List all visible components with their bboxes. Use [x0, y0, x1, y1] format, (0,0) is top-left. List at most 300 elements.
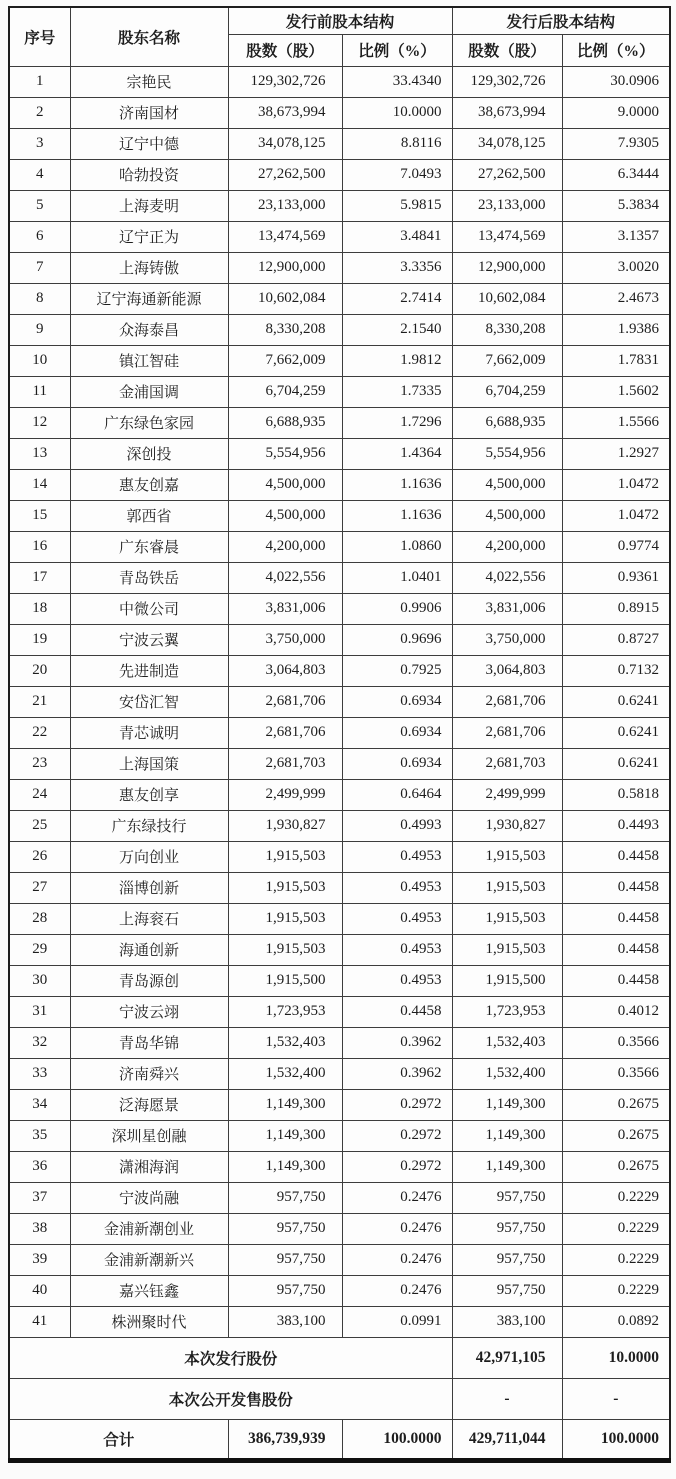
post-ratio-cell: 3.0020: [562, 252, 670, 283]
pre-shares-cell: 4,500,000: [228, 500, 342, 531]
shareholder-row: [9, 314, 670, 345]
row-index-cell: 35: [9, 1120, 70, 1151]
shareholder-name-cell: 嘉兴钰鑫: [70, 1275, 228, 1306]
row-index-cell: 2: [9, 97, 70, 128]
post-ratio-cell: 7.9305: [562, 128, 670, 159]
shareholder-name-cell: 广东睿晨: [70, 531, 228, 562]
post-ratio-cell: 1.0472: [562, 469, 670, 500]
pre-shares-cell: 957,750: [228, 1182, 342, 1213]
row-index-cell: 11: [9, 376, 70, 407]
post-shares-cell: 23,133,000: [452, 190, 562, 221]
pre-ratio-cell: 0.2476: [342, 1213, 452, 1244]
pre-ratio-cell: 0.2476: [342, 1182, 452, 1213]
post-ratio-cell: 0.8915: [562, 593, 670, 624]
pre-ratio-cell: 10.0000: [342, 97, 452, 128]
post-shares-cell: 4,500,000: [452, 469, 562, 500]
total-row: [9, 1419, 670, 1460]
row-index-cell: 39: [9, 1244, 70, 1275]
header-shareholder-name: 股东名称: [70, 7, 228, 66]
pre-shares-cell: 957,750: [228, 1275, 342, 1306]
pre-shares-cell: 38,673,994: [228, 97, 342, 128]
row-index-cell: 28: [9, 903, 70, 934]
shareholder-name-cell: 哈勃投资: [70, 159, 228, 190]
pre-ratio-cell: 0.6934: [342, 686, 452, 717]
shareholder-row: [9, 159, 670, 190]
shareholder-name-cell: 金浦新潮新兴: [70, 1244, 228, 1275]
pre-ratio-cell: 0.4953: [342, 872, 452, 903]
shareholder-row: [9, 500, 670, 531]
post-shares-cell: 957,750: [452, 1275, 562, 1306]
shareholder-row: [9, 903, 670, 934]
pre-ratio-cell: 0.4953: [342, 965, 452, 996]
pre-shares-cell: 34,078,125: [228, 128, 342, 159]
post-ratio-cell: 0.2229: [562, 1213, 670, 1244]
shareholder-name-cell: 广东绿色家园: [70, 407, 228, 438]
shareholder-name-cell: 潇湘海润: [70, 1151, 228, 1182]
post-ratio-cell: 3.1357: [562, 221, 670, 252]
pre-shares-cell: 10,602,084: [228, 283, 342, 314]
row-index-cell: 18: [9, 593, 70, 624]
pre-shares-cell: 5,554,956: [228, 438, 342, 469]
pre-shares-cell: 6,688,935: [228, 407, 342, 438]
row-index-cell: 26: [9, 841, 70, 872]
shareholder-row: [9, 1151, 670, 1182]
shareholder-row: [9, 810, 670, 841]
shareholder-name-cell: 众海泰昌: [70, 314, 228, 345]
post-shares-cell: 6,704,259: [452, 376, 562, 407]
pre-ratio-cell: 7.0493: [342, 159, 452, 190]
pre-shares-cell: 1,915,503: [228, 903, 342, 934]
pre-ratio-cell: 2.7414: [342, 283, 452, 314]
post-ratio-cell: 0.5818: [562, 779, 670, 810]
shareholder-row: [9, 562, 670, 593]
pre-shares-cell: 27,262,500: [228, 159, 342, 190]
pre-shares-cell: 1,915,500: [228, 965, 342, 996]
post-ratio-cell: 0.6241: [562, 686, 670, 717]
row-index-cell: 24: [9, 779, 70, 810]
pre-shares-cell: 1,149,300: [228, 1089, 342, 1120]
pre-shares-cell: 23,133,000: [228, 190, 342, 221]
post-ratio-cell: 1.5566: [562, 407, 670, 438]
pre-shares-cell: 8,330,208: [228, 314, 342, 345]
pre-shares-cell: 1,915,503: [228, 872, 342, 903]
pre-ratio-cell: 0.9906: [342, 593, 452, 624]
pre-shares-cell: 957,750: [228, 1213, 342, 1244]
post-shares-cell: 2,681,703: [452, 748, 562, 779]
post-ratio-cell: 0.0892: [562, 1306, 670, 1337]
pre-ratio-cell: 3.4841: [342, 221, 452, 252]
row-index-cell: 16: [9, 531, 70, 562]
post-ratio-cell: 0.3566: [562, 1027, 670, 1058]
post-shares-cell: 1,915,503: [452, 841, 562, 872]
shareholder-row: [9, 1027, 670, 1058]
shareholder-row: [9, 1182, 670, 1213]
pre-ratio-cell: 1.7335: [342, 376, 452, 407]
shareholder-name-cell: 深圳星创融: [70, 1120, 228, 1151]
row-index-cell: 3: [9, 128, 70, 159]
shareholder-name-cell: 株洲聚时代: [70, 1306, 228, 1337]
shareholder-row: [9, 407, 670, 438]
shareholder-row: [9, 748, 670, 779]
shareholder-row: [9, 1213, 670, 1244]
post-ratio-cell: 1.2927: [562, 438, 670, 469]
pre-ratio-cell: 0.4993: [342, 810, 452, 841]
table-footer: [9, 1337, 670, 1460]
shareholder-row: [9, 872, 670, 903]
pre-ratio-cell: 0.2476: [342, 1275, 452, 1306]
post-shares-cell: 1,915,500: [452, 965, 562, 996]
post-ratio-cell: 0.2675: [562, 1089, 670, 1120]
post-ratio-cell: 1.5602: [562, 376, 670, 407]
post-shares-cell: 1,532,400: [452, 1058, 562, 1089]
post-ratio-cell: 0.4458: [562, 965, 670, 996]
post-shares-cell: 957,750: [452, 1182, 562, 1213]
new-issue-shares-row: [9, 1337, 670, 1378]
new-issue-shares-label: 本次发行股份: [9, 1337, 452, 1378]
pre-shares-cell: 6,704,259: [228, 376, 342, 407]
post-ratio-cell: 0.9774: [562, 531, 670, 562]
pre-shares-cell: 1,723,953: [228, 996, 342, 1027]
post-shares-cell: 2,681,706: [452, 717, 562, 748]
shareholder-row: [9, 779, 670, 810]
table-header: [9, 7, 670, 66]
pre-shares-cell: 3,831,006: [228, 593, 342, 624]
post-ratio-cell: 0.6241: [562, 717, 670, 748]
pre-shares-cell: 4,500,000: [228, 469, 342, 500]
pre-ratio-cell: 0.2972: [342, 1120, 452, 1151]
header-post-ratio: 比例（%）: [562, 34, 670, 66]
post-shares-cell: 1,723,953: [452, 996, 562, 1027]
shareholder-row: [9, 593, 670, 624]
post-ratio-cell: 0.4493: [562, 810, 670, 841]
pre-ratio-cell: 0.2972: [342, 1089, 452, 1120]
post-shares-cell: 957,750: [452, 1244, 562, 1275]
post-ratio-cell: 0.9361: [562, 562, 670, 593]
post-ratio-cell: 0.2675: [562, 1120, 670, 1151]
post-ratio-cell: 6.3444: [562, 159, 670, 190]
post-shares-cell: 1,915,503: [452, 872, 562, 903]
pre-shares-cell: 4,022,556: [228, 562, 342, 593]
pre-ratio-cell: 8.8116: [342, 128, 452, 159]
post-ratio-cell: 0.8727: [562, 624, 670, 655]
post-ratio-cell: 5.3834: [562, 190, 670, 221]
header-row-index: 序号: [9, 7, 70, 66]
pre-shares-cell: 1,532,400: [228, 1058, 342, 1089]
new-issue-post-shares: 42,971,105: [452, 1337, 562, 1378]
post-shares-cell: 34,078,125: [452, 128, 562, 159]
row-index-cell: 40: [9, 1275, 70, 1306]
pre-shares-cell: 1,149,300: [228, 1151, 342, 1182]
pre-ratio-cell: 1.0401: [342, 562, 452, 593]
pre-ratio-cell: 1.7296: [342, 407, 452, 438]
shareholder-row: [9, 469, 670, 500]
pre-ratio-cell: 0.2476: [342, 1244, 452, 1275]
pre-shares-cell: 2,681,706: [228, 686, 342, 717]
post-shares-cell: 1,532,403: [452, 1027, 562, 1058]
row-index-cell: 20: [9, 655, 70, 686]
row-index-cell: 30: [9, 965, 70, 996]
row-index-cell: 6: [9, 221, 70, 252]
shareholder-name-cell: 宗艳民: [70, 66, 228, 97]
shareholder-name-cell: 青岛源创: [70, 965, 228, 996]
pre-shares-cell: 957,750: [228, 1244, 342, 1275]
shareholder-row: [9, 345, 670, 376]
shareholder-name-cell: 金浦新潮创业: [70, 1213, 228, 1244]
post-ratio-cell: 0.4458: [562, 841, 670, 872]
row-index-cell: 13: [9, 438, 70, 469]
pre-ratio-cell: 0.4953: [342, 934, 452, 965]
shareholder-name-cell: 安岱汇智: [70, 686, 228, 717]
shareholder-name-cell: 惠友创嘉: [70, 469, 228, 500]
row-index-cell: 37: [9, 1182, 70, 1213]
shareholder-name-cell: 济南舜兴: [70, 1058, 228, 1089]
shareholder-row: [9, 128, 670, 159]
pre-ratio-cell: 1.1636: [342, 469, 452, 500]
shareholder-row: [9, 965, 670, 996]
pre-ratio-cell: 0.9696: [342, 624, 452, 655]
row-index-cell: 34: [9, 1089, 70, 1120]
pre-ratio-cell: 1.4364: [342, 438, 452, 469]
shareholder-row: [9, 66, 670, 97]
pre-ratio-cell: 0.7925: [342, 655, 452, 686]
post-ratio-cell: 0.6241: [562, 748, 670, 779]
shareholder-name-cell: 上海麦明: [70, 190, 228, 221]
total-pre-shares: 386,739,939: [228, 1419, 342, 1460]
row-index-cell: 10: [9, 345, 70, 376]
shareholder-row: [9, 934, 670, 965]
pre-shares-cell: 2,681,706: [228, 717, 342, 748]
post-shares-cell: 1,915,503: [452, 934, 562, 965]
pre-shares-cell: 12,900,000: [228, 252, 342, 283]
post-shares-cell: 4,500,000: [452, 500, 562, 531]
row-index-cell: 22: [9, 717, 70, 748]
shareholding-structure-table: [8, 6, 671, 1463]
shareholder-name-cell: 上海国策: [70, 748, 228, 779]
shareholder-name-cell: 济南国材: [70, 97, 228, 128]
shareholder-name-cell: 上海衮石: [70, 903, 228, 934]
shareholder-name-cell: 青岛铁岳: [70, 562, 228, 593]
pre-shares-cell: 1,915,503: [228, 934, 342, 965]
pre-shares-cell: 2,681,703: [228, 748, 342, 779]
row-index-cell: 17: [9, 562, 70, 593]
pre-ratio-cell: 0.4953: [342, 841, 452, 872]
shareholder-name-cell: 金浦国调: [70, 376, 228, 407]
post-ratio-cell: 0.7132: [562, 655, 670, 686]
post-ratio-cell: 0.3566: [562, 1058, 670, 1089]
new-issue-post-ratio: 10.0000: [562, 1337, 670, 1378]
post-shares-cell: 1,915,503: [452, 903, 562, 934]
shareholder-name-cell: 宁波云翼: [70, 624, 228, 655]
pre-shares-cell: 2,499,999: [228, 779, 342, 810]
post-ratio-cell: 0.4458: [562, 934, 670, 965]
pre-ratio-cell: 0.2972: [342, 1151, 452, 1182]
header-group-post-issuance: 发行后股本结构: [452, 7, 670, 34]
row-index-cell: 25: [9, 810, 70, 841]
total-post-ratio: 100.0000: [562, 1419, 670, 1460]
total-pre-ratio: 100.0000: [342, 1419, 452, 1460]
post-ratio-cell: 0.2675: [562, 1151, 670, 1182]
public-offering-post-shares: -: [452, 1378, 562, 1419]
row-index-cell: 1: [9, 66, 70, 97]
post-shares-cell: 1,149,300: [452, 1151, 562, 1182]
post-ratio-cell: 0.2229: [562, 1182, 670, 1213]
row-index-cell: 9: [9, 314, 70, 345]
row-index-cell: 15: [9, 500, 70, 531]
row-index-cell: 41: [9, 1306, 70, 1337]
shareholder-row: [9, 1089, 670, 1120]
pre-shares-cell: 129,302,726: [228, 66, 342, 97]
pre-shares-cell: 13,474,569: [228, 221, 342, 252]
pre-ratio-cell: 3.3356: [342, 252, 452, 283]
shareholder-row: [9, 531, 670, 562]
shareholder-row: [9, 655, 670, 686]
header-pre-shares: 股数（股）: [228, 34, 342, 66]
shareholder-name-cell: 万向创业: [70, 841, 228, 872]
row-index-cell: 5: [9, 190, 70, 221]
pre-ratio-cell: 33.4340: [342, 66, 452, 97]
public-offering-shares-row: [9, 1378, 670, 1419]
row-index-cell: 23: [9, 748, 70, 779]
row-index-cell: 21: [9, 686, 70, 717]
pre-ratio-cell: 0.0991: [342, 1306, 452, 1337]
shareholder-row: [9, 624, 670, 655]
shareholder-name-cell: 中微公司: [70, 593, 228, 624]
pre-shares-cell: 383,100: [228, 1306, 342, 1337]
shareholder-row: [9, 438, 670, 469]
pre-ratio-cell: 2.1540: [342, 314, 452, 345]
post-shares-cell: 129,302,726: [452, 66, 562, 97]
row-index-cell: 27: [9, 872, 70, 903]
post-shares-cell: 3,750,000: [452, 624, 562, 655]
shareholder-name-cell: 辽宁海通新能源: [70, 283, 228, 314]
post-shares-cell: 12,900,000: [452, 252, 562, 283]
pre-ratio-cell: 0.3962: [342, 1058, 452, 1089]
post-ratio-cell: 0.2229: [562, 1244, 670, 1275]
pre-ratio-cell: 1.0860: [342, 531, 452, 562]
row-index-cell: 8: [9, 283, 70, 314]
shareholder-name-cell: 宁波尚融: [70, 1182, 228, 1213]
post-shares-cell: 1,149,300: [452, 1120, 562, 1151]
shareholder-row: [9, 1120, 670, 1151]
public-offering-label: 本次公开发售股份: [9, 1378, 452, 1419]
row-index-cell: 33: [9, 1058, 70, 1089]
row-index-cell: 4: [9, 159, 70, 190]
shareholder-row: [9, 97, 670, 128]
pre-shares-cell: 1,532,403: [228, 1027, 342, 1058]
post-ratio-cell: 0.4012: [562, 996, 670, 1027]
shareholder-name-cell: 淄博创新: [70, 872, 228, 903]
shareholder-row: [9, 686, 670, 717]
pre-shares-cell: 4,200,000: [228, 531, 342, 562]
total-label: 合计: [9, 1419, 228, 1460]
shareholder-name-cell: 广东绿技行: [70, 810, 228, 841]
post-shares-cell: 6,688,935: [452, 407, 562, 438]
post-shares-cell: 27,262,500: [452, 159, 562, 190]
post-shares-cell: 10,602,084: [452, 283, 562, 314]
post-shares-cell: 3,064,803: [452, 655, 562, 686]
post-ratio-cell: 9.0000: [562, 97, 670, 128]
shareholder-row: [9, 1058, 670, 1089]
header-post-shares: 股数（股）: [452, 34, 562, 66]
pre-ratio-cell: 1.1636: [342, 500, 452, 531]
post-ratio-cell: 0.2229: [562, 1275, 670, 1306]
row-index-cell: 19: [9, 624, 70, 655]
post-shares-cell: 8,330,208: [452, 314, 562, 345]
total-post-shares: 429,711,044: [452, 1419, 562, 1460]
post-shares-cell: 1,930,827: [452, 810, 562, 841]
shareholder-row: [9, 190, 670, 221]
shareholder-name-cell: 惠友创享: [70, 779, 228, 810]
shareholder-row: [9, 1275, 670, 1306]
pre-ratio-cell: 0.6934: [342, 748, 452, 779]
post-ratio-cell: 0.4458: [562, 903, 670, 934]
pre-shares-cell: 1,930,827: [228, 810, 342, 841]
shareholder-name-cell: 泛海愿景: [70, 1089, 228, 1120]
shareholder-name-cell: 辽宁正为: [70, 221, 228, 252]
row-index-cell: 31: [9, 996, 70, 1027]
shareholder-row: [9, 283, 670, 314]
row-index-cell: 29: [9, 934, 70, 965]
shareholder-name-cell: 先进制造: [70, 655, 228, 686]
pre-shares-cell: 1,149,300: [228, 1120, 342, 1151]
pre-ratio-cell: 0.4458: [342, 996, 452, 1027]
row-index-cell: 36: [9, 1151, 70, 1182]
shareholder-row: [9, 717, 670, 748]
pre-ratio-cell: 1.9812: [342, 345, 452, 376]
pre-ratio-cell: 5.9815: [342, 190, 452, 221]
shareholder-name-cell: 上海铸傲: [70, 252, 228, 283]
pre-shares-cell: 7,662,009: [228, 345, 342, 376]
shareholder-name-cell: 深创投: [70, 438, 228, 469]
shareholder-row: [9, 221, 670, 252]
post-ratio-cell: 0.4458: [562, 872, 670, 903]
pre-shares-cell: 3,064,803: [228, 655, 342, 686]
row-index-cell: 7: [9, 252, 70, 283]
post-ratio-cell: 2.4673: [562, 283, 670, 314]
table-body: [9, 66, 670, 1337]
pre-shares-cell: 1,915,503: [228, 841, 342, 872]
post-shares-cell: 3,831,006: [452, 593, 562, 624]
post-ratio-cell: 1.7831: [562, 345, 670, 376]
post-shares-cell: 5,554,956: [452, 438, 562, 469]
post-ratio-cell: 30.0906: [562, 66, 670, 97]
shareholder-name-cell: 辽宁中德: [70, 128, 228, 159]
shareholder-name-cell: 青岛华锦: [70, 1027, 228, 1058]
pre-shares-cell: 3,750,000: [228, 624, 342, 655]
shareholder-name-cell: 宁波云翊: [70, 996, 228, 1027]
pre-ratio-cell: 0.6464: [342, 779, 452, 810]
post-shares-cell: 2,681,706: [452, 686, 562, 717]
shareholder-row: [9, 252, 670, 283]
shareholder-name-cell: 海通创新: [70, 934, 228, 965]
post-shares-cell: 7,662,009: [452, 345, 562, 376]
post-shares-cell: 1,149,300: [452, 1089, 562, 1120]
shareholder-row: [9, 1244, 670, 1275]
post-shares-cell: 4,022,556: [452, 562, 562, 593]
pre-ratio-cell: 0.4953: [342, 903, 452, 934]
shareholder-row: [9, 1306, 670, 1337]
shareholder-row: [9, 841, 670, 872]
row-index-cell: 32: [9, 1027, 70, 1058]
post-shares-cell: 38,673,994: [452, 97, 562, 128]
post-ratio-cell: 1.0472: [562, 500, 670, 531]
post-shares-cell: 4,200,000: [452, 531, 562, 562]
public-offering-post-ratio: -: [562, 1378, 670, 1419]
row-index-cell: 38: [9, 1213, 70, 1244]
shareholder-row: [9, 996, 670, 1027]
shareholder-row: [9, 376, 670, 407]
header-group-pre-issuance: 发行前股本结构: [228, 7, 452, 34]
